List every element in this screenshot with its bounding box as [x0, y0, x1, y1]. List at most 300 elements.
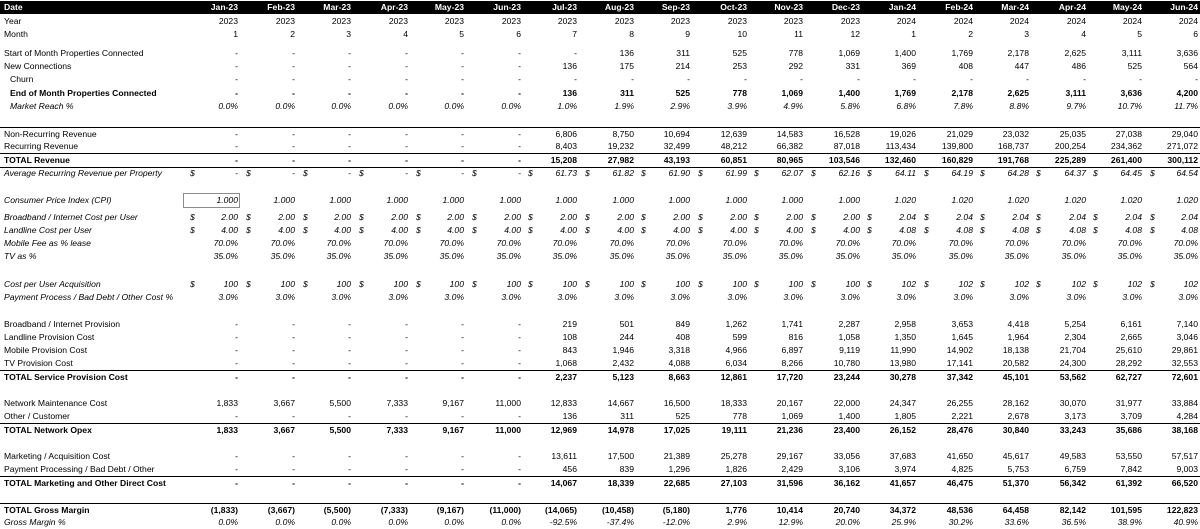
- value-cell[interactable]: 3.0%: [1122, 292, 1142, 302]
- value-cell[interactable]: 0.0%: [331, 101, 351, 111]
- value-cell[interactable]: 101,595: [1110, 505, 1142, 515]
- value-cell[interactable]: 37,342: [946, 372, 973, 382]
- value-cell[interactable]: 200,254: [1054, 141, 1086, 151]
- value-cell[interactable]: 9.7%: [1066, 101, 1086, 111]
- value-cell[interactable]: 11,000: [495, 398, 521, 408]
- value-cell[interactable]: 3,667: [273, 425, 295, 435]
- value-cell[interactable]: 4.08: [899, 225, 916, 235]
- value-cell[interactable]: 0.0%: [444, 101, 464, 111]
- value-cell[interactable]: 331: [845, 61, 860, 71]
- value-cell[interactable]: -: [292, 451, 295, 461]
- value-cell[interactable]: 61,392: [1115, 478, 1142, 488]
- value-cell[interactable]: 525: [732, 48, 747, 58]
- value-cell[interactable]: 12,969: [550, 425, 577, 435]
- value-cell[interactable]: 839: [619, 464, 634, 474]
- value-cell[interactable]: 25,278: [720, 451, 747, 461]
- value-cell[interactable]: 64.11: [895, 168, 916, 178]
- value-cell[interactable]: 3.0%: [614, 292, 634, 302]
- value-cell[interactable]: 6,806: [555, 129, 577, 139]
- value-cell[interactable]: -: [348, 411, 351, 421]
- value-cell[interactable]: 33,884: [1171, 398, 1198, 408]
- value-cell[interactable]: 2,237: [555, 372, 577, 382]
- value-cell[interactable]: 16,500: [663, 398, 690, 408]
- value-cell[interactable]: 64.54: [1176, 168, 1198, 178]
- value-cell[interactable]: 17,500: [607, 451, 634, 461]
- value-cell[interactable]: 24,300: [1059, 358, 1086, 368]
- value-cell[interactable]: 1.000: [781, 195, 803, 205]
- value-cell[interactable]: 41,657: [889, 478, 916, 488]
- value-cell[interactable]: 1,262: [725, 319, 747, 329]
- value-cell[interactable]: 29,861: [1171, 345, 1198, 355]
- value-cell[interactable]: -: [461, 74, 464, 84]
- value-cell[interactable]: 31,977: [1115, 398, 1142, 408]
- value-cell[interactable]: 70.0%: [326, 238, 351, 248]
- value-cell[interactable]: 2.04: [1012, 212, 1029, 222]
- value-cell[interactable]: 11,990: [890, 345, 916, 355]
- value-cell[interactable]: -: [405, 319, 408, 329]
- value-cell[interactable]: 1,069: [781, 88, 803, 98]
- value-cell[interactable]: 70.0%: [665, 238, 690, 248]
- value-cell[interactable]: 70.0%: [778, 238, 803, 248]
- value-cell[interactable]: -: [518, 478, 521, 488]
- value-cell[interactable]: 30,840: [1002, 425, 1029, 435]
- value-cell[interactable]: 4.00: [843, 225, 860, 235]
- value-cell[interactable]: 525: [675, 88, 690, 98]
- value-cell[interactable]: 3,709: [1120, 411, 1142, 421]
- value-cell[interactable]: 5,254: [1064, 319, 1086, 329]
- value-cell[interactable]: -37.4%: [606, 517, 634, 527]
- value-cell[interactable]: 35.0%: [778, 251, 803, 261]
- value-cell[interactable]: -: [518, 61, 521, 71]
- value-cell[interactable]: 35.0%: [609, 251, 634, 261]
- value-cell[interactable]: -: [292, 319, 295, 329]
- value-cell[interactable]: 1,645: [951, 332, 973, 342]
- value-cell[interactable]: -: [292, 372, 295, 382]
- value-cell[interactable]: 30.2%: [948, 517, 973, 527]
- value-cell[interactable]: 70.0%: [1117, 238, 1142, 248]
- value-cell[interactable]: 70.0%: [835, 238, 860, 248]
- value-cell[interactable]: -: [405, 155, 408, 165]
- value-cell[interactable]: 20,167: [776, 398, 803, 408]
- value-cell[interactable]: 35.0%: [1004, 251, 1029, 261]
- value-cell[interactable]: 7.8%: [953, 101, 973, 111]
- value-cell[interactable]: 3,106: [838, 464, 860, 474]
- value-cell[interactable]: 100: [393, 279, 408, 289]
- value-cell[interactable]: (7,333): [380, 505, 408, 515]
- value-cell[interactable]: 225,289: [1054, 155, 1086, 165]
- value-cell[interactable]: 2.9%: [727, 517, 747, 527]
- value-cell[interactable]: -: [800, 74, 803, 84]
- value-cell[interactable]: 2.00: [391, 212, 408, 222]
- value-cell[interactable]: 1,805: [894, 411, 916, 421]
- value-cell[interactable]: 3,974: [894, 464, 916, 474]
- value-cell[interactable]: 32,499: [663, 141, 690, 151]
- value-cell[interactable]: -: [292, 61, 295, 71]
- value-cell[interactable]: -: [518, 451, 521, 461]
- value-cell[interactable]: 100: [788, 279, 803, 289]
- value-cell[interactable]: 3.0%: [388, 292, 408, 302]
- value-cell[interactable]: 70.0%: [383, 238, 408, 248]
- value-cell[interactable]: 1.000: [386, 195, 408, 205]
- value-cell[interactable]: 1,776: [725, 505, 747, 515]
- value-cell[interactable]: 13,980: [889, 358, 916, 368]
- value-cell[interactable]: 139,800: [941, 141, 973, 151]
- value-cell[interactable]: 62.07: [781, 168, 803, 178]
- value-cell[interactable]: 38.9%: [1117, 517, 1142, 527]
- value-cell[interactable]: 271,072: [1166, 141, 1198, 151]
- value-cell[interactable]: -: [518, 464, 521, 474]
- value-cell[interactable]: -: [518, 332, 521, 342]
- value-cell[interactable]: 311: [676, 48, 690, 58]
- value-cell[interactable]: 30,278: [889, 372, 916, 382]
- value-cell[interactable]: 60,851: [720, 155, 747, 165]
- value-cell[interactable]: 300,112: [1167, 155, 1198, 165]
- value-cell[interactable]: 122,823: [1166, 505, 1198, 515]
- value-cell[interactable]: 369: [901, 61, 916, 71]
- value-cell[interactable]: 3.0%: [727, 292, 747, 302]
- value-cell[interactable]: 40.9%: [1173, 517, 1198, 527]
- value-cell[interactable]: 29,167: [776, 451, 803, 461]
- value-cell[interactable]: 3,667: [273, 398, 295, 408]
- value-cell[interactable]: 35.0%: [1061, 251, 1086, 261]
- value-cell[interactable]: 28,476: [946, 425, 973, 435]
- value-cell[interactable]: 80,965: [776, 155, 803, 165]
- value-cell[interactable]: 9,003: [1176, 464, 1198, 474]
- value-cell[interactable]: 160,829: [941, 155, 973, 165]
- value-cell[interactable]: 100: [845, 279, 860, 289]
- value-cell[interactable]: 1.020: [951, 195, 973, 205]
- value-cell[interactable]: 14,902: [946, 345, 973, 355]
- value-cell[interactable]: 292: [788, 61, 803, 71]
- value-cell[interactable]: 14,667: [607, 398, 634, 408]
- value-cell[interactable]: 20.0%: [835, 517, 860, 527]
- value-cell[interactable]: 27,982: [607, 155, 634, 165]
- value-cell[interactable]: 61.99: [725, 168, 747, 178]
- value-cell[interactable]: -: [292, 168, 295, 178]
- value-cell[interactable]: 2.00: [560, 212, 577, 222]
- value-cell[interactable]: 102: [1014, 279, 1029, 289]
- value-cell[interactable]: 3.0%: [840, 292, 860, 302]
- value-cell[interactable]: -: [235, 155, 238, 165]
- value-cell[interactable]: 35.0%: [722, 251, 747, 261]
- value-cell[interactable]: -: [518, 155, 521, 165]
- value-cell[interactable]: 15,208: [550, 155, 577, 165]
- value-cell[interactable]: 849: [675, 319, 690, 329]
- value-cell[interactable]: 26,152: [889, 425, 916, 435]
- value-cell[interactable]: -: [348, 451, 351, 461]
- value-cell[interactable]: 36,162: [833, 478, 860, 488]
- value-cell[interactable]: -: [518, 129, 521, 139]
- value-cell[interactable]: -: [518, 358, 521, 368]
- value-cell[interactable]: 2.00: [447, 212, 464, 222]
- value-cell[interactable]: -: [348, 88, 351, 98]
- value-cell[interactable]: 70.0%: [1004, 238, 1029, 248]
- value-cell[interactable]: 19,232: [607, 141, 634, 151]
- value-cell[interactable]: 3.0%: [275, 292, 295, 302]
- value-cell[interactable]: 19,026: [889, 129, 916, 139]
- value-cell[interactable]: 45,617: [1002, 451, 1029, 461]
- value-cell[interactable]: -: [461, 358, 464, 368]
- value-cell[interactable]: -: [461, 141, 464, 151]
- value-cell[interactable]: 4.08: [1069, 225, 1086, 235]
- value-cell[interactable]: -: [405, 141, 408, 151]
- value-cell[interactable]: 41,650: [946, 451, 973, 461]
- value-cell[interactable]: 12.9%: [778, 517, 803, 527]
- value-cell[interactable]: 2,432: [612, 358, 634, 368]
- value-cell[interactable]: 8,750: [612, 129, 634, 139]
- value-cell[interactable]: 0.0%: [275, 517, 295, 527]
- value-cell[interactable]: 3.0%: [670, 292, 690, 302]
- value-cell[interactable]: 6,161: [1120, 319, 1142, 329]
- value-cell[interactable]: 70.0%: [722, 238, 747, 248]
- value-cell[interactable]: 1.020: [1176, 195, 1198, 205]
- value-cell[interactable]: 49,583: [1059, 451, 1086, 461]
- value-cell[interactable]: 4.08: [1181, 225, 1198, 235]
- value-cell[interactable]: -: [518, 319, 521, 329]
- value-cell[interactable]: 3.0%: [444, 292, 464, 302]
- value-cell[interactable]: 113,434: [885, 141, 916, 151]
- value-cell[interactable]: -: [574, 74, 577, 84]
- value-cell[interactable]: 234,362: [1110, 141, 1142, 151]
- value-cell[interactable]: 23,244: [833, 372, 860, 382]
- value-cell[interactable]: 22,000: [833, 398, 860, 408]
- value-cell[interactable]: 70.0%: [1173, 238, 1198, 248]
- value-cell[interactable]: 100: [223, 279, 238, 289]
- value-cell[interactable]: 4.00: [617, 225, 634, 235]
- value-cell[interactable]: -: [348, 358, 351, 368]
- value-cell[interactable]: 25.9%: [891, 517, 916, 527]
- value-cell[interactable]: -: [518, 168, 521, 178]
- value-cell[interactable]: 24,347: [889, 398, 916, 408]
- value-cell[interactable]: 525: [675, 411, 690, 421]
- value-cell[interactable]: -: [292, 332, 295, 342]
- value-cell[interactable]: 26,255: [946, 398, 973, 408]
- value-cell[interactable]: 1,069: [781, 411, 803, 421]
- value-cell[interactable]: -: [461, 61, 464, 71]
- value-cell[interactable]: -: [235, 168, 238, 178]
- value-cell[interactable]: -: [348, 478, 351, 488]
- value-cell[interactable]: (1,833): [210, 505, 238, 515]
- value-cell[interactable]: 22,685: [663, 478, 690, 488]
- value-cell[interactable]: 1,400: [838, 411, 860, 421]
- value-cell[interactable]: -: [348, 319, 351, 329]
- value-cell[interactable]: 5,500: [329, 398, 351, 408]
- value-cell[interactable]: -: [857, 74, 860, 84]
- value-cell[interactable]: -: [235, 345, 238, 355]
- value-cell[interactable]: 2,625: [1064, 48, 1086, 58]
- value-cell[interactable]: 3.0%: [1009, 292, 1029, 302]
- value-cell[interactable]: 35.0%: [1117, 251, 1142, 261]
- value-cell[interactable]: 72,601: [1171, 372, 1198, 382]
- value-cell[interactable]: 17,720: [776, 372, 803, 382]
- value-cell[interactable]: -: [235, 358, 238, 368]
- value-cell[interactable]: 4.00: [786, 225, 803, 235]
- value-cell[interactable]: 43,193: [663, 155, 690, 165]
- value-cell[interactable]: 7,333: [386, 398, 408, 408]
- value-cell[interactable]: 87,018: [833, 141, 860, 151]
- value-cell[interactable]: 3.0%: [218, 292, 238, 302]
- value-cell[interactable]: 3.0%: [501, 292, 521, 302]
- value-cell[interactable]: -: [970, 74, 973, 84]
- value-cell[interactable]: 1,946: [612, 345, 634, 355]
- value-cell[interactable]: 66,382: [776, 141, 803, 151]
- value-cell[interactable]: 36.5%: [1061, 517, 1086, 527]
- value-cell[interactable]: 2.9%: [670, 101, 690, 111]
- value-cell[interactable]: 4.9%: [783, 101, 803, 111]
- value-cell[interactable]: 64,458: [1002, 505, 1029, 515]
- value-cell[interactable]: -: [1026, 74, 1029, 84]
- value-cell[interactable]: -: [235, 61, 238, 71]
- value-cell[interactable]: 13,611: [551, 451, 577, 461]
- value-cell[interactable]: 29,040: [1171, 129, 1198, 139]
- value-cell[interactable]: 599: [732, 332, 747, 342]
- value-cell[interactable]: 3,111: [1121, 48, 1142, 58]
- value-cell[interactable]: 102: [901, 279, 916, 289]
- value-cell[interactable]: 23,400: [833, 425, 860, 435]
- value-cell[interactable]: 816: [788, 332, 803, 342]
- value-cell[interactable]: 70.0%: [496, 238, 521, 248]
- value-cell[interactable]: 100: [562, 279, 577, 289]
- value-cell[interactable]: 4,200: [1176, 88, 1198, 98]
- value-cell[interactable]: 778: [732, 411, 747, 421]
- value-cell[interactable]: 2.04: [899, 212, 916, 222]
- value-cell[interactable]: 21,704: [1059, 345, 1086, 355]
- value-cell[interactable]: -: [405, 478, 408, 488]
- value-cell[interactable]: 2.04: [1125, 212, 1142, 222]
- value-cell[interactable]: 100: [336, 279, 351, 289]
- value-cell[interactable]: -: [574, 48, 577, 58]
- value-cell[interactable]: 2.00: [730, 212, 747, 222]
- value-cell[interactable]: 70.0%: [609, 238, 634, 248]
- value-cell[interactable]: 6,034: [725, 358, 747, 368]
- value-cell[interactable]: 0.0%: [444, 517, 464, 527]
- value-cell[interactable]: 1,068: [555, 358, 577, 368]
- value-cell[interactable]: 2,287: [838, 319, 860, 329]
- value-cell[interactable]: 1.000: [442, 195, 464, 205]
- value-cell[interactable]: 0.0%: [501, 101, 521, 111]
- value-cell[interactable]: 62.16: [838, 168, 860, 178]
- value-cell[interactable]: -: [235, 332, 238, 342]
- value-cell[interactable]: 0.0%: [501, 517, 521, 527]
- value-cell[interactable]: -: [518, 74, 521, 84]
- value-cell[interactable]: 6,759: [1064, 464, 1086, 474]
- value-cell[interactable]: 219: [562, 319, 577, 329]
- value-cell[interactable]: 102: [1127, 279, 1142, 289]
- value-cell[interactable]: 5,500: [329, 425, 351, 435]
- value-cell[interactable]: -: [405, 61, 408, 71]
- value-cell[interactable]: 100: [280, 279, 295, 289]
- value-cell[interactable]: 2.04: [956, 212, 973, 222]
- value-cell[interactable]: 778: [732, 88, 747, 98]
- value-cell[interactable]: -: [518, 372, 521, 382]
- value-cell[interactable]: 3,111: [1065, 88, 1086, 98]
- value-cell[interactable]: 30,070: [1059, 398, 1086, 408]
- value-cell[interactable]: 311: [620, 411, 634, 421]
- value-cell[interactable]: 56,342: [1059, 478, 1086, 488]
- value-cell[interactable]: 4.08: [956, 225, 973, 235]
- value-cell[interactable]: 4.00: [221, 225, 238, 235]
- value-cell[interactable]: 311: [620, 88, 634, 98]
- value-cell[interactable]: 4.00: [730, 225, 747, 235]
- value-cell[interactable]: -: [348, 74, 351, 84]
- value-cell[interactable]: 8,266: [781, 358, 803, 368]
- value-cell[interactable]: 0.0%: [388, 101, 408, 111]
- value-cell[interactable]: 778: [788, 48, 803, 58]
- value-cell[interactable]: 82,142: [1059, 505, 1086, 515]
- value-cell[interactable]: -: [1139, 74, 1142, 84]
- value-cell[interactable]: 100: [449, 279, 464, 289]
- value-cell[interactable]: -: [518, 411, 521, 421]
- value-cell[interactable]: 1,769: [894, 88, 916, 98]
- value-cell[interactable]: 3.0%: [331, 292, 351, 302]
- value-cell[interactable]: 64.28: [1007, 168, 1029, 178]
- value-cell[interactable]: -: [405, 358, 408, 368]
- value-cell[interactable]: 1.0%: [557, 101, 577, 111]
- value-cell[interactable]: 1,833: [216, 425, 238, 435]
- value-cell[interactable]: 14,067: [550, 478, 577, 488]
- value-cell[interactable]: -: [461, 88, 464, 98]
- value-cell[interactable]: 4,284: [1176, 411, 1198, 421]
- value-cell[interactable]: 100: [675, 279, 690, 289]
- value-cell[interactable]: -: [461, 129, 464, 139]
- value-cell[interactable]: 64.19: [951, 168, 973, 178]
- value-cell[interactable]: 4.00: [447, 225, 464, 235]
- value-cell[interactable]: 48,212: [720, 141, 747, 151]
- value-cell[interactable]: 1.000: [668, 195, 690, 205]
- value-cell[interactable]: -: [292, 141, 295, 151]
- value-cell[interactable]: 53,562: [1059, 372, 1086, 382]
- value-cell[interactable]: 28,162: [1002, 398, 1029, 408]
- value-cell[interactable]: 2,665: [1120, 332, 1142, 342]
- value-cell[interactable]: 35.0%: [948, 251, 973, 261]
- value-cell[interactable]: 2,625: [1007, 88, 1029, 98]
- value-cell[interactable]: 136: [562, 411, 577, 421]
- value-cell[interactable]: 0.0%: [218, 517, 238, 527]
- value-cell[interactable]: (5,500): [323, 505, 351, 515]
- value-cell[interactable]: 1.9%: [614, 101, 634, 111]
- value-cell[interactable]: 25,035: [1059, 129, 1086, 139]
- value-cell[interactable]: 70.0%: [1061, 238, 1086, 248]
- value-cell[interactable]: -: [235, 129, 238, 139]
- value-cell[interactable]: 35,686: [1115, 425, 1142, 435]
- value-cell[interactable]: 1.020: [894, 195, 916, 205]
- value-cell[interactable]: 4,966: [725, 345, 747, 355]
- value-cell[interactable]: -: [405, 411, 408, 421]
- value-cell[interactable]: 2,178: [951, 88, 973, 98]
- value-cell[interactable]: -: [235, 88, 238, 98]
- value-cell[interactable]: 48,536: [946, 505, 973, 515]
- value-cell[interactable]: -: [461, 451, 464, 461]
- value-cell[interactable]: 4,088: [668, 358, 690, 368]
- value-cell[interactable]: 37,683: [889, 451, 916, 461]
- value-cell[interactable]: 62,727: [1115, 372, 1142, 382]
- value-cell[interactable]: 0.0%: [388, 517, 408, 527]
- value-cell[interactable]: 1.000: [273, 195, 295, 205]
- value-cell[interactable]: -: [461, 48, 464, 58]
- value-cell[interactable]: -: [292, 411, 295, 421]
- value-cell[interactable]: 45,101: [1002, 372, 1029, 382]
- value-cell[interactable]: (14,065): [544, 505, 577, 515]
- value-cell[interactable]: 4.00: [673, 225, 690, 235]
- value-cell[interactable]: -: [405, 168, 408, 178]
- value-cell[interactable]: 4.00: [334, 225, 351, 235]
- value-cell[interactable]: 2.04: [1181, 212, 1198, 222]
- value-cell[interactable]: 136: [619, 48, 634, 58]
- value-cell[interactable]: -: [292, 74, 295, 84]
- value-cell[interactable]: 23,032: [1002, 129, 1029, 139]
- value-cell[interactable]: 1.000: [329, 195, 351, 205]
- value-cell[interactable]: 1.000: [612, 195, 634, 205]
